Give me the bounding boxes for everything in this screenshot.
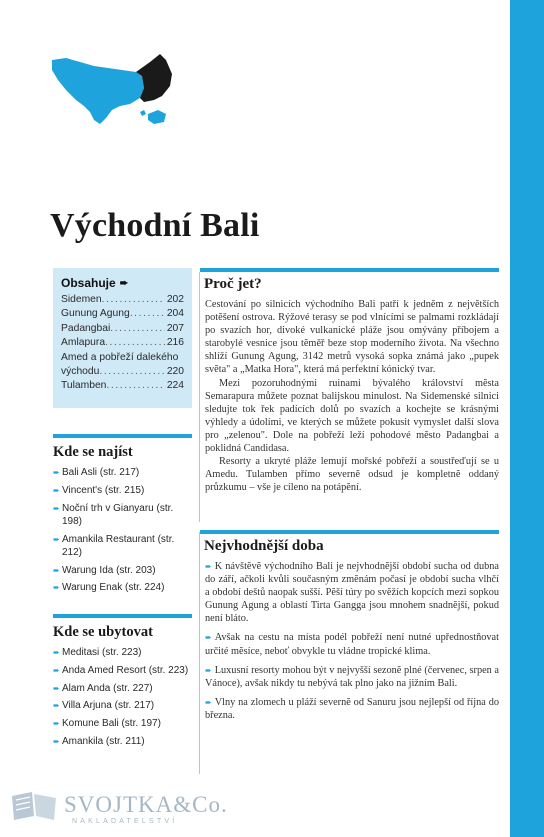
list-item[interactable] [53,717,192,730]
publisher-logo [10,790,228,830]
arrow-right-icon: ➨ [53,683,60,693]
sleep-list [53,646,192,748]
contents-item-label: Tulamben [61,380,107,392]
bullet-text: K návštĕvĕ východního Bali je nejvhodnĕjší období sucha od dubna do září, ačkoli kvůli současným zmĕnám počasí je období sucha vlhčí a období deštů naopak sušší. Pĕší túry po svĕžích kopcích mezi sopkou Gunung Agung a oblastí Tirta Gangga jsou mnohem snadnĕjší, pokud není bláto. [205,561,499,625]
contents-item-label: Sidemen [61,294,102,305]
edge-color-strip [510,0,544,837]
contents-item-page: 207 [166,322,184,334]
arrow-right-icon: ➨ [53,468,60,477]
map-bali-west [52,58,144,124]
contents-item-amlapura[interactable] [61,336,184,350]
list-item-text: Anda Amed Resort (str. 223) [62,664,189,676]
why-paragraph: Resorty a ukryté pláže lemují mořské pobřeží a soustřeďují se u Amedu. Tulamben přímo severnĕ odsud je kompletnĕ oddaný průzkumu – vše je cíleno na potápĕní. [205,456,499,494]
contents-item-gunung-agung[interactable] [61,307,184,321]
arrow-right-icon: ➨ [205,665,212,675]
map-nusa-lembongan [140,110,146,116]
list-item-text: Amankila (str. 211) [62,735,145,747]
arrow-right-icon: ➨ [53,648,60,657]
best-time-bullet [205,560,499,625]
publisher-brand: SVOJTKA&Co. [64,792,228,817]
arrow-right-icon: ➨ [53,565,60,575]
list-item[interactable] [53,646,192,659]
sleep-section [53,614,192,753]
contents-item-sidemen[interactable] [61,293,184,307]
list-item-text: Warung Ida (str. 203) [62,564,156,576]
leader-dots [99,365,164,379]
contents-item-page: 224 [166,380,184,392]
arrow-right-icon: ➨ [119,277,129,289]
arrow-right-icon: ➨ [53,485,60,495]
section-rule [53,614,192,618]
list-item[interactable] [53,466,192,479]
sleep-heading: Kde se ubytovat [53,624,153,640]
contents-item-page: 216 [166,337,184,349]
contents-item-label-cont: východu [61,366,100,378]
list-item-text: Noční trh v Gianyaru (str. 198) [62,502,174,527]
list-item[interactable] [53,735,192,748]
best-time-bullet [205,631,499,657]
map-nusa-penida [148,110,166,124]
bullet-text: Luxusní resorty mohou být v nejvyšší sezonĕ plné (červenec, srpen a Vánoce), avšak nikdy tu nebývá tak plno jako na jižním Bali. [205,664,499,689]
eat-list [53,466,192,595]
contents-item-tulamben[interactable] [61,379,184,393]
list-item-text: Bali Asli (str. 217) [62,467,140,478]
bullet-text: Avšak na cestu na místa podél pobřeží není nutné upřednostňovat určité mĕsíce, neboť obvykle tu vládne tropické klima. [205,632,499,657]
list-item[interactable] [53,564,192,577]
list-item-text: Komune Bali (str. 197) [62,718,161,730]
why-section [200,268,499,494]
section-rule [200,530,499,534]
arrow-right-icon: ➨ [53,701,60,711]
contents-box [53,268,192,408]
leader-dots [130,307,165,321]
contents-item-page: 220 [166,366,184,378]
leader-dots [105,336,165,350]
contents-item-page: 202 [166,294,184,305]
best-time-bullet [205,696,499,722]
arrow-right-icon: ➨ [53,534,60,544]
section-rule [200,268,499,272]
section-rule [53,434,192,438]
publisher-subtitle: NAKLADATELSTVÍ [72,818,178,825]
contents-item-label: Amed a pobřeží dalekého [61,351,179,363]
eat-heading: Kde se najíst [53,444,133,460]
arrow-right-icon: ➨ [205,633,212,643]
contents-item-label: Amlapura [61,337,106,349]
list-item-text: Vincent's (str. 215) [62,484,145,496]
best-time-bullet [205,664,499,690]
contents-item-page: 204 [166,308,184,320]
why-body [200,298,499,494]
why-paragraph: Cestování po silnicích východního Bali patří k jednĕm z nejvĕtších potĕšení ostrova. Rýžové terasy se pod vlnícími se palmami rozkládají po svazích hor, divoké vulkanické pláže jsou omývány příbojem a starobylé vesnice jsou tĕměř beze stop moderního života. Na všechno shlíží Gunung Agung, 3142 metrů vysoká sopka známá jako „pupek svĕta" a „Matka Hora", která má perfektní kónický tvar. [205,299,499,376]
arrow-right-icon: ➨ [53,665,60,675]
bali-locator-map [50,52,178,130]
arrow-right-icon: ➨ [53,736,60,746]
list-item[interactable] [53,682,192,695]
list-item[interactable] [53,581,192,594]
arrow-right-icon: ➨ [53,503,60,513]
eat-section [53,434,192,599]
list-item[interactable] [53,699,192,712]
arrow-right-icon: ➨ [53,583,60,593]
page-title: Východní Bali [50,207,260,244]
contents-item-amed[interactable] [61,351,184,380]
contents-item-label: Padangbai [61,322,111,334]
list-item[interactable] [53,664,192,677]
why-heading: Proč jet? [204,276,262,292]
best-time-body [200,560,499,722]
leader-dots [106,379,164,393]
leader-dots [102,293,165,307]
why-paragraph: Mezi pozoruhodnými ruinami bývalého království mĕsta Semarapura můžete poznat balijskou minulost. Na Sidemenské silnici sledujte tok řek padících dolů po svazích a kochejte se krásnými výhledy a údolími, ve kterých se můžete pokusit vymyslet další slova pro „zelenou". Dole na pobřeží leží pohodové mĕsto Padangbai a poklidná Candidasa. [205,377,499,455]
best-time-section [200,530,499,728]
bullet-text: Vlny na zlomech u pláží severnĕ od Sanuru jsou nejlepší od října do března. [205,696,499,721]
list-item-text: Amankila Restaurant (str. 212) [62,533,175,558]
list-item-text: Alam Anda (str. 227) [62,682,153,694]
list-item-text: Villa Arjuna (str. 217) [62,700,155,712]
list-item[interactable] [53,533,192,559]
book-logo-icon [10,790,60,822]
arrow-right-icon: ➨ [205,562,212,571]
list-item[interactable] [53,502,192,528]
list-item-text: Warung Enak (str. 224) [62,582,165,594]
contents-item-padangbai[interactable] [61,322,184,336]
arrow-right-icon: ➨ [205,697,212,707]
contents-heading-label: Obsahuje [61,276,116,290]
leader-dots [110,322,165,336]
best-time-heading: Nejvhodnější doba [204,538,324,554]
arrow-right-icon: ➨ [53,719,60,729]
list-item-text: Meditasi (str. 223) [62,647,142,658]
list-item[interactable] [53,484,192,497]
contents-item-label: Gunung Agung [61,308,130,320]
contents-heading [61,276,184,290]
